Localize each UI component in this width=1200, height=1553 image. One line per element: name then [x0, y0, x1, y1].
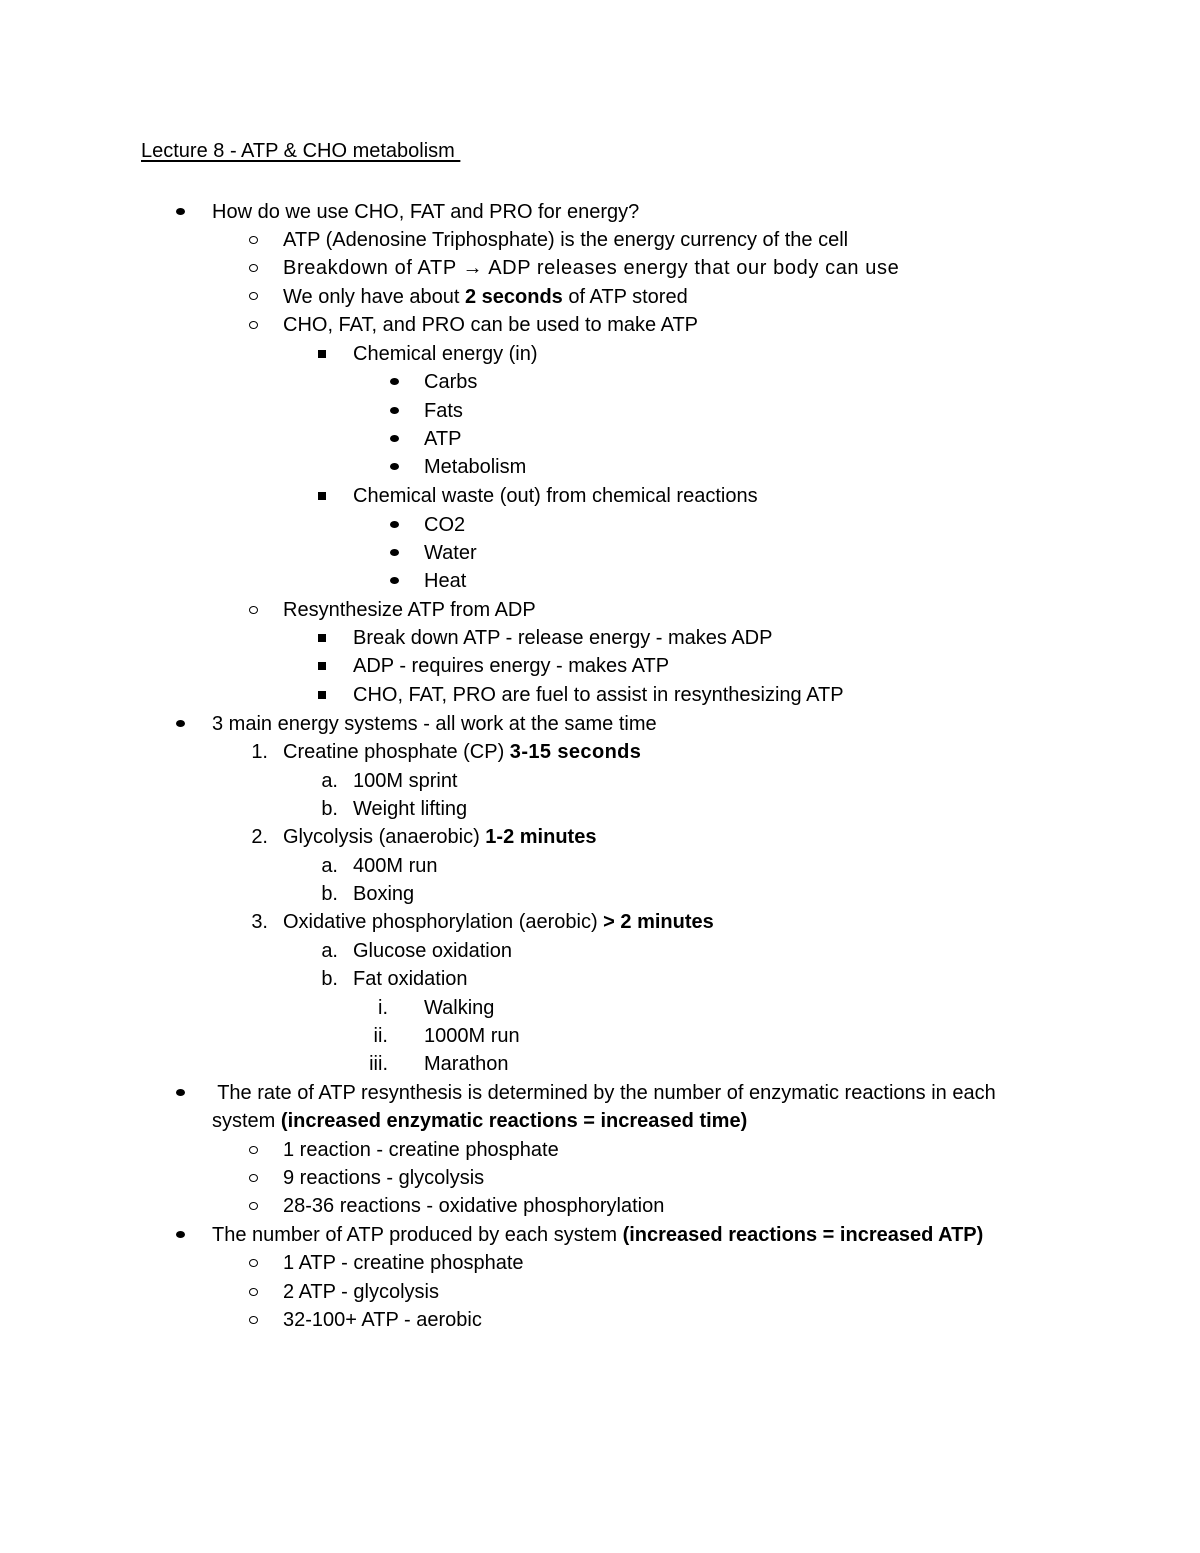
text-span: Creatine phosphate (CP) [283, 741, 510, 763]
bullet-disc-icon [176, 1231, 185, 1238]
bold-text: (increased enzymatic reactions = increased time) [280, 1110, 748, 1132]
list-item: CHO, FAT, PRO are fuel to assist in resynthesizing ATP [353, 684, 844, 706]
list-item: CHO, FAT, and PRO can be used to make ATP [283, 314, 698, 336]
list-letter: a. [321, 940, 338, 962]
bullet-square-icon [318, 350, 326, 358]
bullet-circle-icon [249, 1288, 258, 1296]
list-item: 28-36 reactions - oxidative phosphorylation [283, 1195, 665, 1217]
list-roman: i. [378, 997, 388, 1019]
bullet-circle-icon [249, 1259, 258, 1267]
list-item: 32-100+ ATP - aerobic [283, 1309, 482, 1331]
list-item [283, 738, 641, 766]
list-item: 3 main energy systems - all work at the same time [212, 713, 657, 735]
list-item [283, 823, 596, 851]
list-item: Chemical energy (in) [353, 343, 538, 365]
list-roman: ii. [373, 1025, 388, 1047]
list-number: 1. [251, 741, 268, 763]
list-item: ATP (Adenosine Triphosphate) is the energy currency of the cell [283, 229, 849, 251]
list-item: ATP [424, 428, 462, 450]
bullet-square-icon [318, 634, 326, 642]
list-item: Boxing [353, 883, 415, 905]
bullet-square-icon [318, 492, 326, 500]
list-item: Glucose oxidation [353, 940, 512, 962]
bold-text: (increased reactions = increased ATP) [622, 1224, 984, 1246]
list-item: 9 reactions - glycolysis [283, 1167, 485, 1189]
bullet-square-icon [318, 691, 326, 699]
list-item: 1 ATP - creatine phosphate [283, 1252, 524, 1274]
list-item: 1 reaction - creatine phosphate [283, 1139, 559, 1161]
text-span: The number of ATP produced by each system [212, 1224, 623, 1246]
list-item-continuation [212, 1107, 747, 1135]
bullet-circle-icon [249, 236, 258, 244]
list-item: 400M run [353, 855, 438, 877]
bullet-circle-icon [249, 292, 258, 300]
text-span: of ATP stored [562, 286, 688, 308]
list-item: Fats [424, 400, 463, 422]
list-item: Break down ATP - release energy - makes ADP [353, 627, 773, 649]
list-item: Fat oxidation [353, 968, 468, 990]
list-item: 2 ATP - glycolysis [283, 1281, 439, 1303]
bullet-disc-icon [390, 577, 399, 584]
bold-text: 2 seconds [464, 286, 563, 308]
list-letter: a. [321, 855, 338, 877]
text-span: Glycolysis (anaerobic) [283, 826, 486, 848]
bold-text: > 2 minutes [603, 911, 714, 933]
bullet-disc-icon [390, 463, 399, 470]
list-item: Carbs [424, 371, 478, 393]
list-item: Walking [424, 997, 495, 1019]
list-item [283, 908, 714, 936]
bullet-disc-icon [176, 208, 185, 215]
bold-text: 1-2 minutes [485, 826, 597, 848]
bullet-circle-icon [249, 606, 258, 614]
bullet-disc-icon [390, 378, 399, 385]
list-letter: a. [321, 770, 338, 792]
list-item: ADP - requires energy - makes ATP [353, 655, 670, 677]
bullet-disc-icon [176, 720, 185, 727]
list-item: Resynthesize ATP from ADP [283, 599, 536, 621]
bullet-disc-icon [390, 435, 399, 442]
bullet-disc-icon [176, 1089, 185, 1096]
list-letter: b. [321, 798, 338, 820]
bullet-circle-icon [249, 1146, 258, 1154]
list-item: 1000M run [424, 1025, 520, 1047]
list-item: Water [424, 542, 477, 564]
list-letter: b. [321, 883, 338, 905]
list-item: Metabolism [424, 456, 527, 478]
list-number: 3. [251, 911, 268, 933]
bullet-circle-icon [249, 1174, 258, 1182]
text-span: Oxidative phosphorylation (aerobic) [283, 911, 604, 933]
list-item [212, 1221, 983, 1249]
list-item [283, 283, 688, 311]
bullet-disc-icon [390, 521, 399, 528]
text-span: We only have about [283, 286, 465, 308]
list-number: 2. [251, 826, 268, 848]
list-item: Chemical waste (out) from chemical reactions [353, 485, 758, 507]
bullet-disc-icon [390, 407, 399, 414]
list-roman: iii. [369, 1053, 388, 1075]
bullet-circle-icon [249, 264, 258, 272]
list-letter: b. [321, 968, 338, 990]
list-item: How do we use CHO, FAT and PRO for energy? [212, 201, 640, 223]
bullet-circle-icon [249, 1316, 258, 1324]
text-span: system [212, 1110, 281, 1132]
list-item: Weight lifting [353, 798, 468, 820]
list-item: Heat [424, 570, 467, 592]
bold-text: 3-15 seconds [509, 741, 642, 763]
list-item: Marathon [424, 1053, 509, 1075]
page-title: Lecture 8 - ATP & CHO metabolism [141, 140, 461, 162]
list-item: The rate of ATP resynthesis is determined by the number of enzymatic reactions in each [212, 1082, 996, 1104]
bullet-disc-icon [390, 549, 399, 556]
list-item: 100M sprint [353, 770, 458, 792]
bullet-circle-icon [249, 1202, 258, 1210]
bullet-circle-icon [249, 321, 258, 329]
list-item: CO2 [424, 514, 466, 536]
bullet-square-icon [318, 662, 326, 670]
list-item: Breakdown of ATP → ADP releases energy that our body can use [283, 257, 900, 279]
